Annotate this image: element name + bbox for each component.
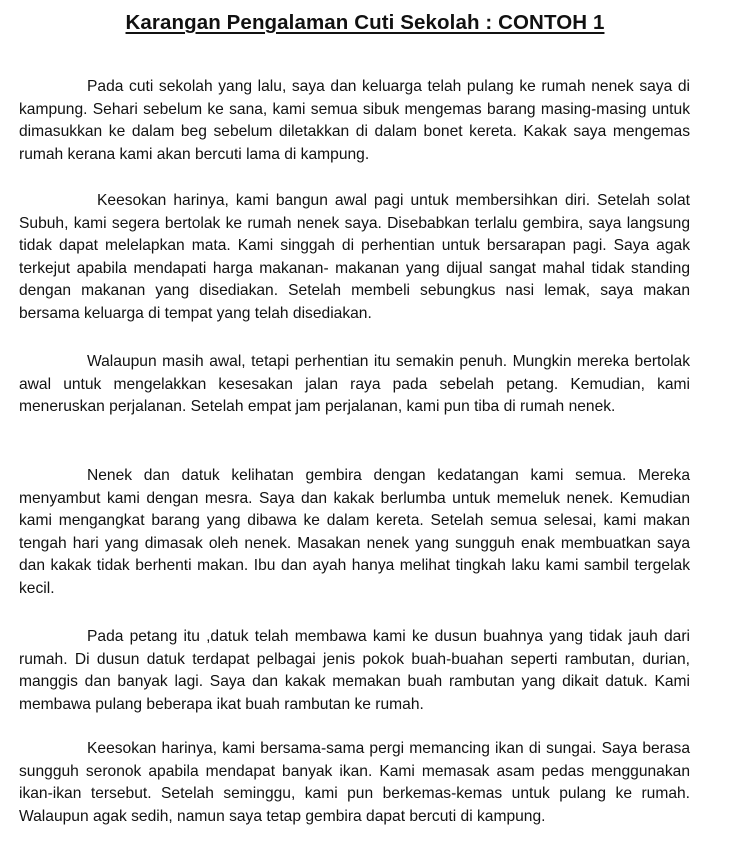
paragraph-1: Pada cuti sekolah yang lalu, saya dan keluarga telah pulang ke rumah nenek saya di kampung. Sehari sebelum ke sana, kami semua sibuk mengemas barang masing-masing untuk dimasukkan ke dalam beg sebelum diletakkan di dalam bonet kereta. Kakak saya mengemas rumah kerana kami akan bercuti lama di kampung. [19, 78, 690, 163]
document-title: Karangan Pengalaman Cuti Sekolah : CONTOH 1 [125, 11, 605, 34]
paragraph-6: Keesokan harinya, kami bersama-sama pergi memancing ikan di sungai. Saya berasa sungguh seronok apabila mendapat banyak ikan. Kami memasak asam pedas menggunakan ikan-ikan tersebut. Setelah seminggu, kami pun berkemas-kemas untuk pulang ke rumah. Walaupun agak sedih, namun saya tetap gembira dapat bercuti di kampung. [19, 740, 690, 825]
paragraph-5: Pada petang itu ,datuk telah membawa kami ke dusun buahnya yang tidak jauh dari rumah. Di dusun datuk terdapat pelbagai jenis pokok buah-buahan seperti rambutan, durian, manggis dan banyak lagi. Saya dan kakak memakan buah rambutan yang dikait datuk. Kami membawa pulang beberapa ikat buah rambutan ke rumah. [19, 628, 690, 713]
paragraph-2: Keesokan harinya, kami bangun awal pagi untuk membersihkan diri. Setelah solat Subuh, kami segera bertolak ke rumah nenek saya. Disebabkan terlalu gembira, saya langsung tidak dapat melelapkan mata. Kami singgah di perhentian untuk bersarapan pagi. Saya agak terkejut apabila mendapati harga makanan- makanan yang dijual sangat mahal tidak standing dengan makanan yang disediakan. Setelah membeli sebungkus nasi lemak, saya makan bersama keluarga di tempat yang telah disediakan. [19, 192, 690, 322]
paragraph-3: Walaupun masih awal, tetapi perhentian itu semakin penuh. Mungkin mereka bertolak awal untuk mengelakkan kesesakan jalan raya pada sebelah petang. Kemudian, kami meneruskan perjalanan. Setelah empat jam perjalanan, kami pun tiba di rumah nenek. [19, 353, 690, 415]
paragraph-4: Nenek dan datuk kelihatan gembira dengan kedatangan kami semua. Mereka menyambut kami dengan mesra. Saya dan kakak berlumba untuk memeluk nenek. Kemudian kami mengangkat barang yang dibawa ke dalam kereta. Setelah semua selesai, kami makan tengah hari yang dimasak oleh nenek. Masakan nenek yang sungguh enak membuatkan saya dan kakak tidak berhenti makan. Ibu dan ayah hanya melihat tingkah laku kami sambil tergelak kecil. [19, 467, 690, 597]
